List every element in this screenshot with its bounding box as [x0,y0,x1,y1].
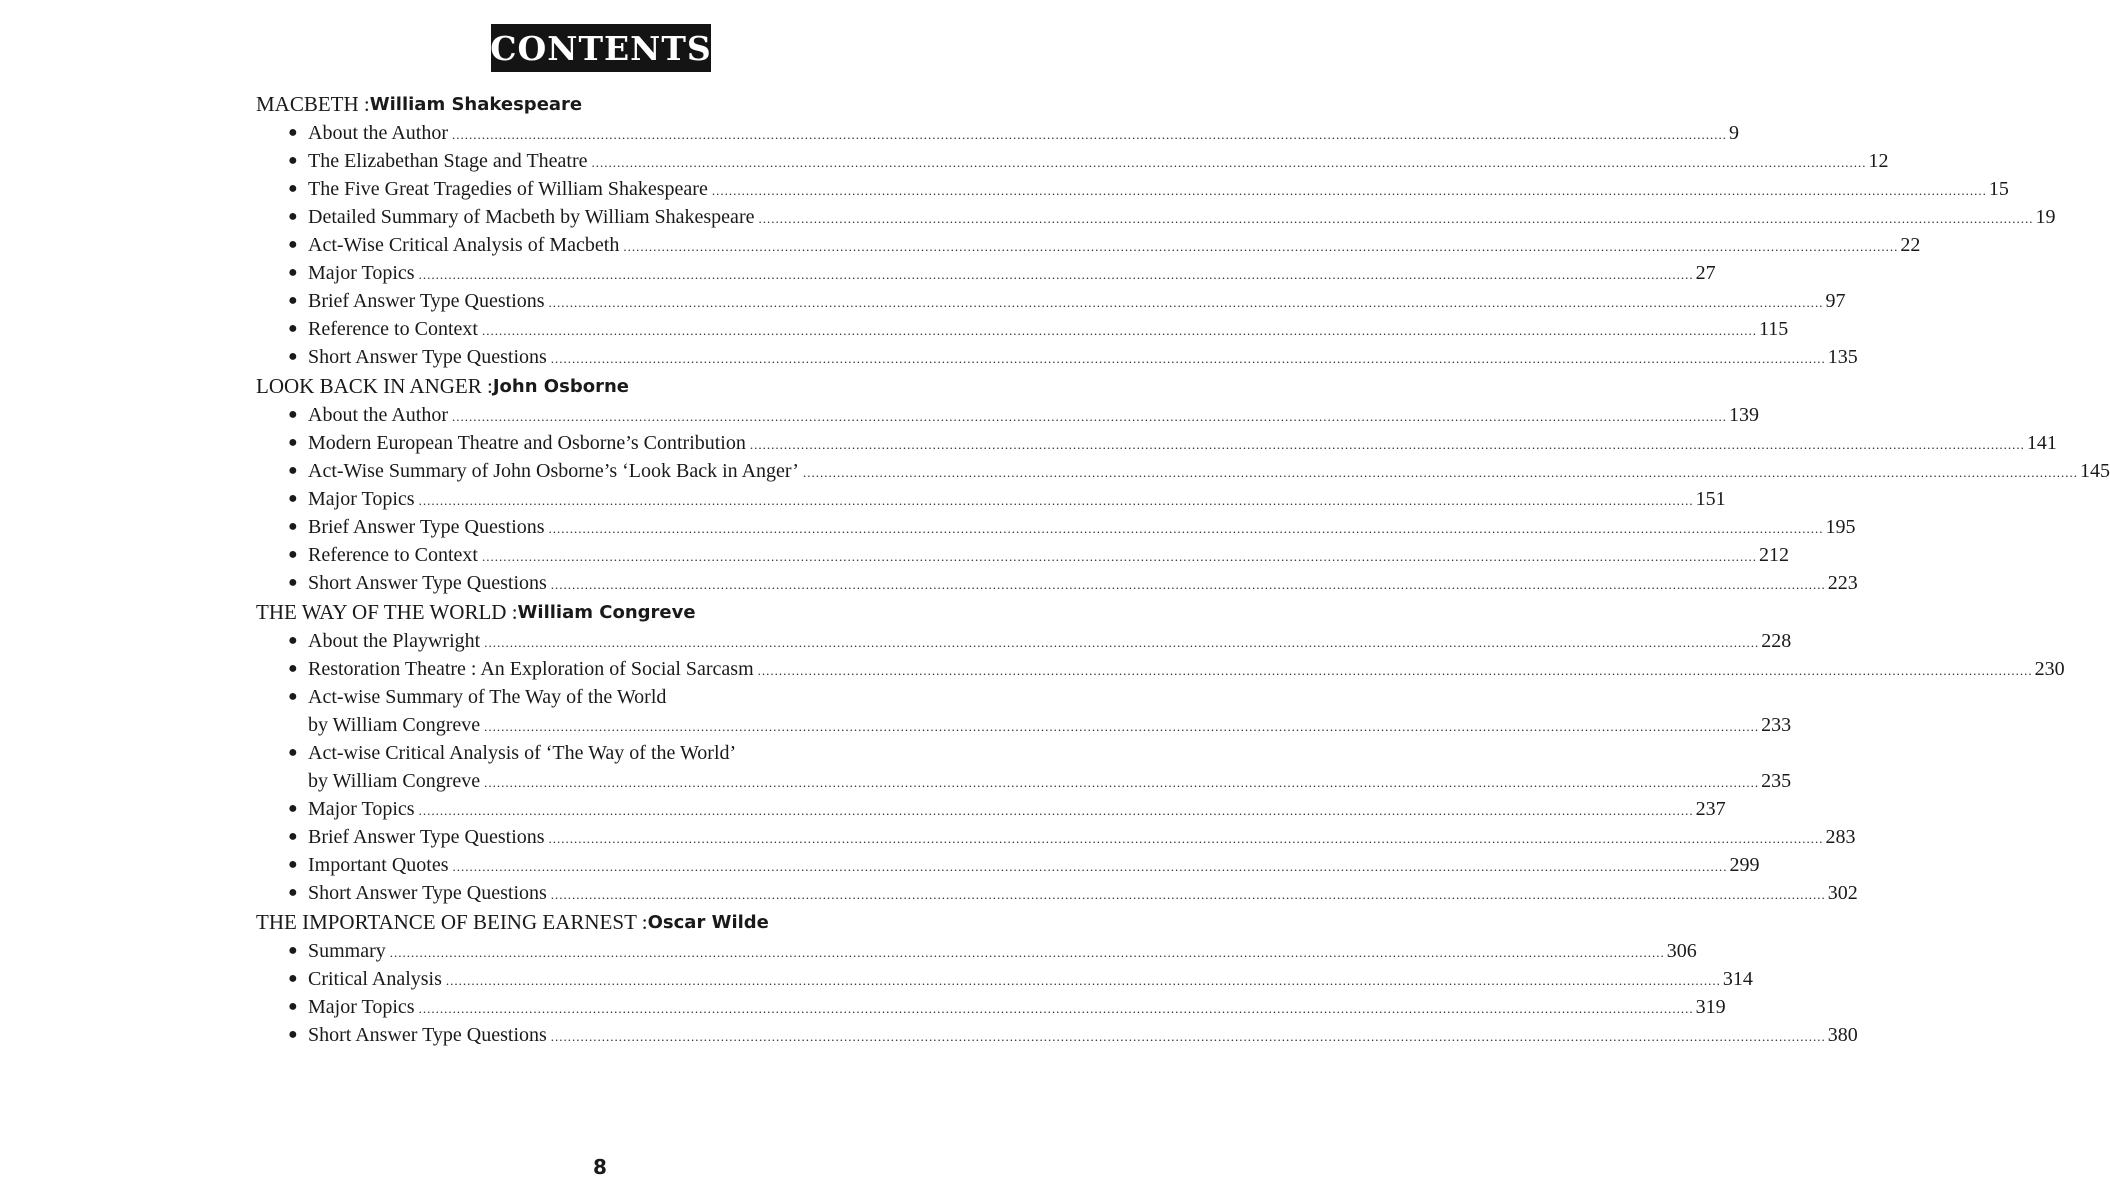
toc-entry[interactable] [288,569,1858,597]
bullet-icon: ● [288,970,298,987]
toc-entry[interactable] [288,879,1858,907]
dot-leader: ............................................................................................................................................................................................................................................................................................................ [548,831,1824,846]
entry-page-number: 237 [1695,797,1726,820]
entry-title: Brief Answer Type Questions [308,825,545,848]
entry-page-number: 15 [1988,177,2009,200]
entry-page-number: 228 [1761,629,1792,652]
entry-page-number: 212 [1758,543,1789,566]
entry-title: About the Playwright [308,629,481,652]
page-number: 8 [593,1155,607,1179]
bullet-icon: ● [288,406,298,423]
section-heading [256,371,946,401]
entry-title: Detailed Summary of Macbeth by William Shakespeare [308,205,755,228]
toc-entry[interactable] [288,739,1792,795]
toc-entry[interactable] [288,401,1759,429]
section-author: William Shakespeare [369,93,583,115]
entry-page-number: 12 [1868,149,1889,172]
bullet-icon: ● [288,856,298,873]
dot-leader: ............................................................................................................................................................................................................................................................................................................ [452,859,1728,874]
dot-leader: ............................................................................................................................................................................................................................................................................................................ [452,409,1727,424]
toc-entry[interactable] [288,627,1792,655]
entry-title: Act-Wise Critical Analysis of Macbeth [308,233,620,256]
section-work-title: THE WAY OF THE WORLD : [256,599,518,624]
entry-title: Short Answer Type Questions [308,881,547,904]
entry-page-number: 141 [2026,431,2057,454]
entry-page-number: 115 [1758,317,1789,340]
dot-leader: ............................................................................................................................................................................................................................................................................................................ [481,323,1757,338]
entry-page-number: 319 [1695,995,1726,1018]
bullet-icon: ● [288,518,298,535]
bullet-icon: ● [288,800,298,817]
entry-page-number: 22 [1900,233,1921,256]
entry-page-number: 97 [1825,289,1846,312]
entry-page-number: 299 [1729,853,1760,876]
entry-title: About the Author [308,403,448,426]
entry-title: Major Topics [308,487,415,510]
toc-entry[interactable] [288,993,1726,1021]
entry-page-number: 195 [1825,515,1856,538]
dot-leader: ............................................................................................................................................................................................................................................................................................................ [591,155,1867,170]
dot-leader: ............................................................................................................................................................................................................................................................................................................ [550,577,1826,592]
toc-entry[interactable] [288,795,1726,823]
entry-page-number: 235 [1761,769,1792,792]
entry-page-number: 283 [1825,825,1856,848]
toc-section [256,371,2110,597]
toc-entry[interactable] [288,343,1858,371]
section-heading [256,907,946,937]
bullet-icon: ● [288,660,298,677]
dot-leader: ............................................................................................................................................................................................................................................................................................................ [758,211,2034,226]
toc-entry[interactable] [288,937,1697,965]
entry-title: Reference to Context [308,543,478,566]
section-heading [256,89,946,119]
dot-leader: ............................................................................................................................................................................................................................................................................................................ [484,719,1760,734]
toc-entry[interactable] [288,259,1716,287]
dot-leader: ............................................................................................................................................................................................................................................................................................................ [418,803,1694,818]
dot-leader: ............................................................................................................................................................................................................................................................................................................ [550,887,1826,902]
entry-page-number: 233 [1761,713,1792,736]
entry-page-number: 145 [2079,459,2110,482]
toc-entry[interactable] [288,513,1856,541]
toc-entry[interactable] [288,231,1921,259]
entry-title: Restoration Theatre : An Exploration of Social Sarcasm [308,657,754,680]
entry-title: The Elizabethan Stage and Theatre [308,149,588,172]
entry-title: Short Answer Type Questions [308,1023,547,1046]
section-author: John Osborne [492,375,629,397]
bullet-icon: ● [288,434,298,451]
toc-entry[interactable] [288,851,1760,879]
toc-entry[interactable] [288,287,1846,315]
entry-title: About the Author [308,121,448,144]
bullet-icon: ● [288,998,298,1015]
bullet-icon: ● [288,124,298,141]
entry-title: Critical Analysis [308,967,442,990]
entry-title: Major Topics [308,797,415,820]
dot-leader: ............................................................................................................................................................................................................................................................................................................ [445,973,1721,988]
bullet-icon: ● [288,744,298,761]
entry-title: Brief Answer Type Questions [308,515,545,538]
entry-page-number: 223 [1827,571,1858,594]
bullet-icon: ● [288,688,298,705]
toc-section [256,89,2056,371]
dot-leader: ............................................................................................................................................................................................................................................................................................................ [757,663,2033,678]
entry-title: Act-wise Critical Analysis of ‘The Way of the World’ [308,741,737,764]
bullet-icon: ● [288,884,298,901]
dot-leader: ............................................................................................................................................................................................................................................................................................................ [550,351,1826,366]
dot-leader: ............................................................................................................................................................................................................................................................................................................ [548,295,1824,310]
entry-page-number: 19 [2035,205,2056,228]
dot-leader: ............................................................................................................................................................................................................................................................................................................ [484,775,1760,790]
entry-title: Reference to Context [308,317,478,340]
entry-page-number: 302 [1827,881,1858,904]
toc-entry[interactable] [288,965,1753,993]
entry-title: by William Congreve [308,769,481,792]
bullet-icon: ● [288,462,298,479]
bullet-icon: ● [288,236,298,253]
toc-entry[interactable] [288,655,2065,683]
bullet-icon: ● [288,264,298,281]
table-of-contents [256,89,2110,1049]
bullet-icon: ● [288,348,298,365]
contents-title: CONTENTS [490,28,712,68]
dot-leader: ............................................................................................................................................................................................................................................................................................................ [623,239,1899,254]
entry-page-number: 27 [1695,261,1716,284]
contents-title-box [491,24,711,72]
toc-entry[interactable] [288,683,1792,739]
toc-entry[interactable] [288,541,1789,569]
bullet-icon: ● [288,828,298,845]
toc-section [256,597,2065,907]
bullet-icon: ● [288,574,298,591]
bullet-icon: ● [288,180,298,197]
dot-leader: ............................................................................................................................................................................................................................................................................................................ [418,267,1694,282]
dot-leader: ............................................................................................................................................................................................................................................................................................................ [389,945,1665,960]
bullet-icon: ● [288,546,298,563]
dot-leader: ............................................................................................................................................................................................................................................................................................................ [802,465,2078,480]
entry-title: Modern European Theatre and Osborne’s Contribution [308,431,746,454]
toc-entry[interactable] [288,315,1789,343]
entry-title: Major Topics [308,995,415,1018]
section-work-title: MACBETH : [256,91,370,116]
dot-leader: ............................................................................................................................................................................................................................................................................................................ [452,127,1727,142]
dot-leader: ............................................................................................................................................................................................................................................................................................................ [418,1001,1694,1016]
section-work-title: LOOK BACK IN ANGER : [256,373,493,398]
toc-entry[interactable] [288,429,2057,457]
bullet-icon: ● [288,632,298,649]
dot-leader: ............................................................................................................................................................................................................................................................................................................ [418,493,1694,508]
bullet-icon: ● [288,292,298,309]
dot-leader: ............................................................................................................................................................................................................................................................................................................ [749,437,2025,452]
section-work-title: THE IMPORTANCE OF BEING EARNEST : [256,909,648,934]
entry-title: Act-wise Summary of The Way of the World [308,685,667,708]
toc-entry[interactable] [288,457,2110,485]
entry-page-number: 314 [1722,967,1753,990]
toc-entry[interactable] [288,175,2009,203]
section-author: William Congreve [517,601,696,623]
section-heading [256,597,946,627]
entry-title: Act-Wise Summary of John Osborne’s ‘Look Back in Anger’ [308,459,799,482]
toc-entry[interactable] [288,203,2056,231]
toc-section [256,907,1858,1049]
toc-entry[interactable] [288,147,1889,175]
entry-title: The Five Great Tragedies of William Shakespeare [308,177,708,200]
entry-page-number: 380 [1827,1023,1858,1046]
entry-title: by William Congreve [308,713,481,736]
bullet-icon: ● [288,942,298,959]
bullet-icon: ● [288,208,298,225]
toc-entry[interactable] [288,119,1739,147]
dot-leader: ............................................................................................................................................................................................................................................................................................................ [711,183,1987,198]
bullet-icon: ● [288,320,298,337]
entry-page-number: 135 [1827,345,1858,368]
entry-page-number: 139 [1729,403,1759,426]
entry-title: Short Answer Type Questions [308,571,547,594]
toc-entry[interactable] [288,485,1726,513]
dot-leader: ............................................................................................................................................................................................................................................................................................................ [484,635,1760,650]
dot-leader: ............................................................................................................................................................................................................................................................................................................ [481,549,1757,564]
entry-page-number: 151 [1695,487,1726,510]
entry-title: Major Topics [308,261,415,284]
entry-title: Important Quotes [308,853,449,876]
bullet-icon: ● [288,490,298,507]
dot-leader: ............................................................................................................................................................................................................................................................................................................ [548,521,1824,536]
bullet-icon: ● [288,152,298,169]
toc-entry[interactable] [288,823,1856,851]
entry-page-number: 9 [1729,121,1739,144]
entry-title: Short Answer Type Questions [308,345,547,368]
toc-entry[interactable] [288,1021,1858,1049]
entry-page-number: 230 [2034,657,2065,680]
section-author: Oscar Wilde [647,911,769,933]
entry-title: Summary [308,939,386,962]
dot-leader: ............................................................................................................................................................................................................................................................................................................ [550,1029,1826,1044]
entry-title: Brief Answer Type Questions [308,289,545,312]
bullet-icon: ● [288,1026,298,1043]
entry-page-number: 306 [1666,939,1697,962]
